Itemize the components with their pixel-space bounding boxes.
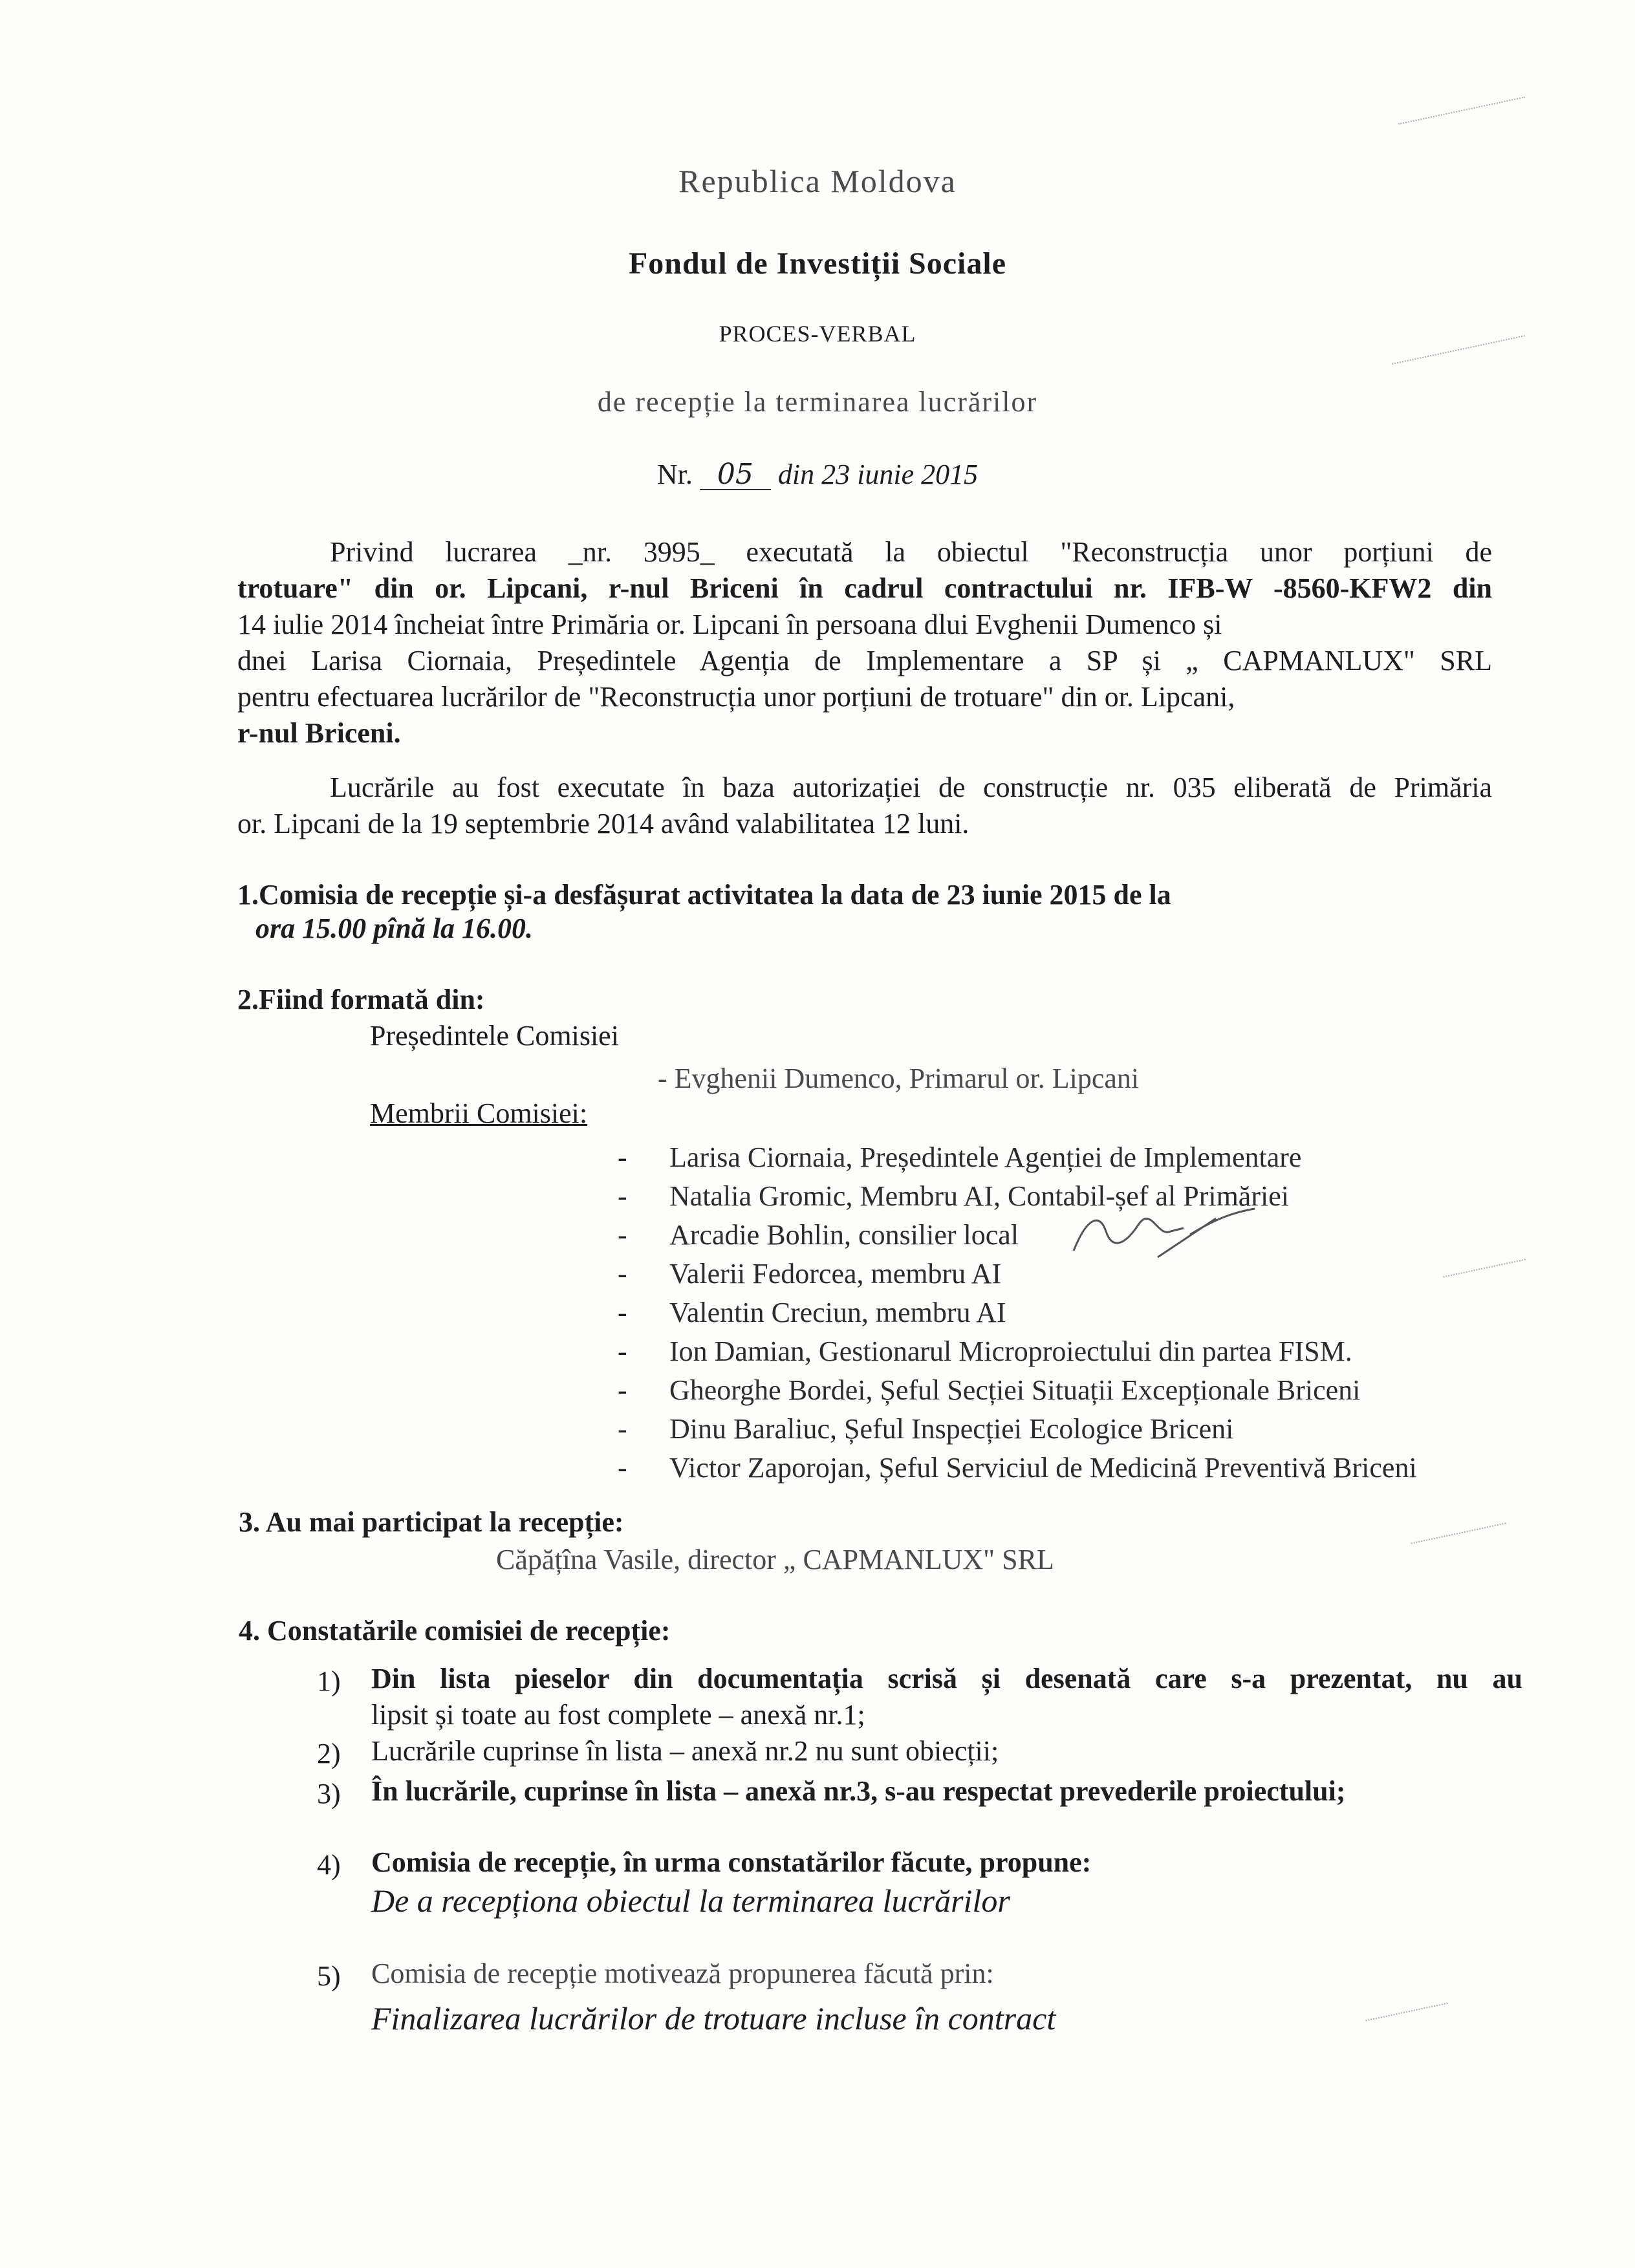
section1-line: ora 15.00 pînă la 16.00. <box>255 913 534 944</box>
finding-number: 2) <box>317 1738 341 1769</box>
members-label: Membrii Comisiei: <box>370 1097 588 1129</box>
section2-title: 2.Fiind formată din: <box>237 984 485 1015</box>
nr-value-handwritten: 05 <box>700 460 771 490</box>
finding-text: Lucrările cuprinse în lista – anexă nr.2 nu sunt obiecții; <box>371 1735 999 1767</box>
president-name: - Evghenii Dumenco, Primarul or. Lipcani <box>658 1063 1140 1094</box>
intro-line: pentru efectuarea lucrărilor de "Reconstrucția unor porțiuni de trotuare" din or. Lipcani, <box>237 681 1235 713</box>
institution-heading: Fondul de Investiții Sociale <box>628 246 1007 281</box>
president-label: Președintele Comisiei <box>370 1020 619 1052</box>
document-date: din 23 iunie 2015 <box>777 459 979 490</box>
finding-text: Din lista pieselor din documentația scrisă și desenată care s-a prezentat, nu au <box>371 1663 1522 1694</box>
participant: Căpățîna Vasile, director „ CAPMANLUX" SRL <box>496 1544 1054 1575</box>
intro-line: r-nul Briceni. <box>237 717 401 749</box>
section3-title: 3. Au mai participat la recepție: <box>239 1506 624 1538</box>
finding-text: Comisia de recepție motivează propunerea făcută prin: <box>371 1958 994 1989</box>
intro-line: trotuare" din or. Lipcani, r-nul Briceni în cadrul contractului nr. IFB-W -8560-KFW2 din <box>237 572 1492 604</box>
intro-line: Privind lucrarea _nr. 3995_ executată la obiectul "Reconstrucția unor porțiuni de <box>330 536 1492 568</box>
finding-text: lipsit și toate au fost complete – anexă nr.1; <box>371 1699 865 1731</box>
intro-line: dnei Larisa Ciornaia, Președintele Agenția de Implementare a SP și „ CAPMANLUX" SRL <box>237 645 1492 676</box>
finding-text: În lucrările, cuprinse în lista – anexă nr.3, s-au respectat prevederile proiectului; <box>371 1775 1346 1807</box>
intro-line: 14 iulie 2014 încheiat între Primăria or. Lipcani în persoana dlui Evghenii Dumenco și <box>237 609 1222 640</box>
finding-number: 3) <box>317 1778 341 1809</box>
document-number <box>0 460 1635 490</box>
authorization-line: or. Lipcani de la 19 septembrie 2014 având valabilitatea 12 luni. <box>237 808 969 839</box>
finding-proposal: De a recepționa obiectul la terminarea lucrărilor <box>371 1883 1010 1919</box>
document-subtitle: de recepție la terminarea lucrărilor <box>597 386 1038 418</box>
section1-line: 1.Comisia de recepție și-a desfășurat activitatea la data de 23 iunie 2015 de la <box>237 879 1171 911</box>
finding-motivation: Finalizarea lucrărilor de trotuare incluse în contract <box>371 2000 1056 2036</box>
finding-number: 5) <box>317 1960 341 1992</box>
country-heading: Republica Moldova <box>678 163 957 199</box>
section4-title: 4. Constatările comisiei de recepție: <box>239 1615 671 1647</box>
finding-number: 1) <box>317 1665 341 1697</box>
signature-mark <box>1061 1205 1268 1264</box>
document-type: PROCES-VERBAL <box>719 321 916 347</box>
finding-text: Comisia de recepție, în urma constatărilor făcute, propune: <box>371 1846 1092 1878</box>
finding-number: 4) <box>317 1849 341 1881</box>
authorization-line: Lucrările au fost executate în baza autorizației de construcție nr. 035 eliberată de Primăria <box>330 772 1492 803</box>
nr-label: Nr. <box>656 459 693 490</box>
